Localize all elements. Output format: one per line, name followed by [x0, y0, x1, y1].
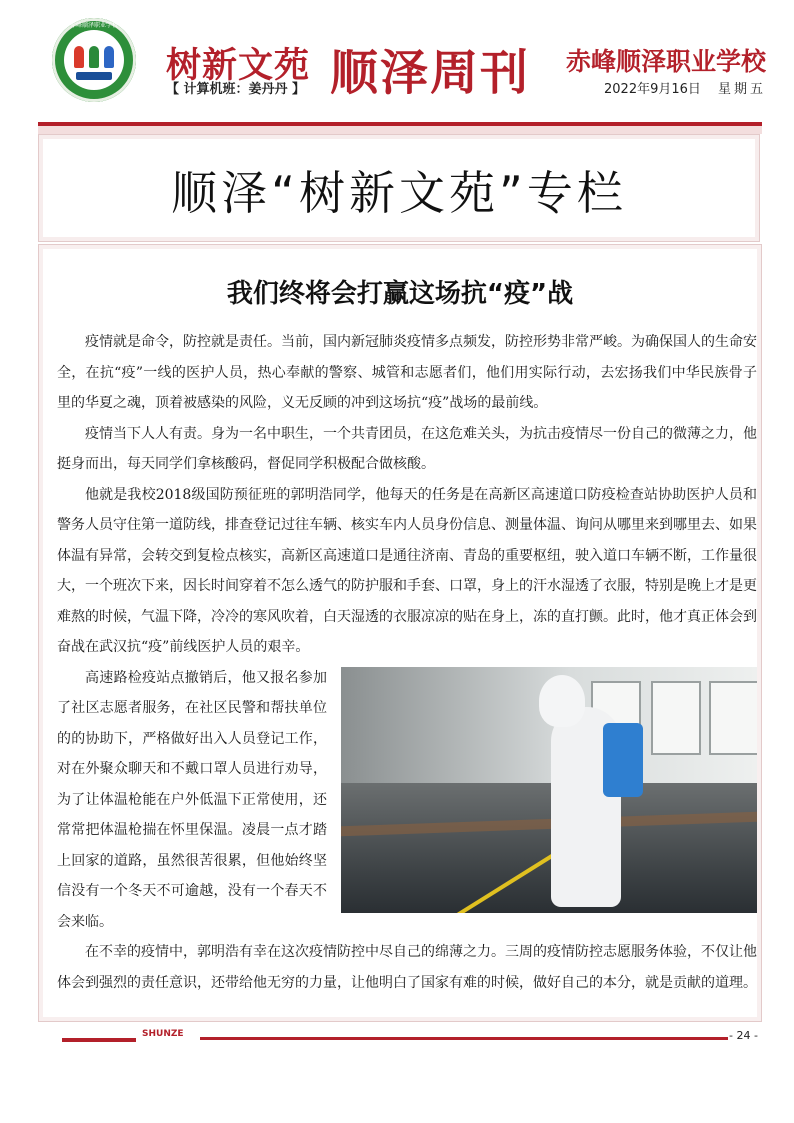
class-note: 【 计算机班：姜丹丹 】	[166, 82, 306, 97]
school-name: 赤峰顺泽职业学校	[566, 47, 767, 76]
issue-weekday: 星期五	[718, 82, 767, 97]
photo-person-hood	[539, 675, 585, 727]
photo-floor	[341, 783, 757, 913]
column-name: 树新文苑	[166, 46, 311, 86]
header-band	[38, 126, 762, 134]
footer-label: SHUNZE	[142, 1029, 184, 1039]
paragraph: 他就是我校2018级国防预征班的郭明浩同学，他每天的任务是在高新区高速道口防疫检查站协助医护人员和警务人员守住第一道防线，排查登记过往车辆、核实车内人员身份信息、测量体温、询问从哪里来到哪里去、如果体温有异常，会转交到复检点核实，高新区高速道口是通往济南、青岛的重要枢纽，驶入道口车辆不断，工作量很大，一个班次下来，因长时间穿着不怎么透气的防护服和手套、口罩，身上的汗水湿透了衣服，特别是晚上才是更难熬的时候，气温下降，冷冷的寒风吹着，白天湿透的衣服凉凉的贴在身上，冻的直打颤。此时，他才真正体会到奋战在武汉抗“疫”前线医护人员的艰辛。	[57, 486, 757, 655]
article-title: 我们终将会打赢这场抗“疫”战	[226, 279, 574, 309]
school-logo	[52, 18, 136, 102]
paragraph: 在不幸的疫情中，郭明浩有幸在这次疫情防控中尽自己的绵薄之力。三周的疫情防控志愿服务体验，不仅让他体会到强烈的责任意识，还带给他无穷的力量，让他明白了国家有难的时候，做好自己的本分，就是贡献的道理。	[57, 944, 757, 991]
logo-figure-red	[74, 46, 84, 68]
paragraph: 疫情当下人人有责。身为一名中职生，一个共青团员，在这危难关头，为抗击疫情尽一份自己的微薄之力，他挺身而出，每天同学们拿核酸码，督促同学积极配合做核酸。	[57, 425, 757, 472]
footer-rule	[200, 1037, 728, 1040]
paragraph: 高速路检疫站点撤销后，他又报名参加了社区志愿者服务，在社区民警和帮扶单位的的协助下，严格做好出入人员登记工作，对在外聚众聊天和不戴口罩人员进行劝导，为了让体温枪能在户外低温下正常使用，还常常把体温枪揣在怀里保温。凌晨一点才踏上回家的道路，虽然很苦很累，但他始终坚信没有一个冬天不可逾越，没有一个春天不会来临。	[57, 669, 327, 930]
logo-figure-green	[89, 46, 99, 68]
footer-accent-bar	[62, 1038, 136, 1042]
article-body	[57, 327, 757, 998]
article	[38, 244, 762, 1022]
page-header	[0, 0, 794, 100]
publication-title: 顺泽周刊	[330, 45, 531, 101]
issue-date: 2022年9月16日	[604, 82, 701, 97]
banner-title: 顺泽“树新文苑”专栏	[171, 166, 627, 220]
logo-text: 赤峰顺泽职业学校	[69, 22, 118, 29]
disinfection-photo	[341, 667, 757, 913]
logo-emblem	[64, 30, 124, 90]
photo-sprayer-tank	[603, 723, 643, 797]
photo-window	[709, 681, 757, 755]
column-banner	[38, 134, 760, 242]
logo-figure-blue	[104, 46, 114, 68]
logo-band	[76, 72, 112, 80]
photo-window	[651, 681, 701, 755]
page-number: - 24 -	[729, 1029, 758, 1042]
paragraph: 疫情就是命令，防控就是责任。当前，国内新冠肺炎疫情多点频发，防控形势非常严峻。为确保国人的生命安全，在抗“疫”一线的医护人员，热心奉献的警察、城管和志愿者们，他们用实际行动，去宏扬我们中华民族骨子里的华夏之魂，顶着被感染的风险，义无反顾的冲到这场抗“疫”战场的最前线。	[57, 334, 757, 411]
